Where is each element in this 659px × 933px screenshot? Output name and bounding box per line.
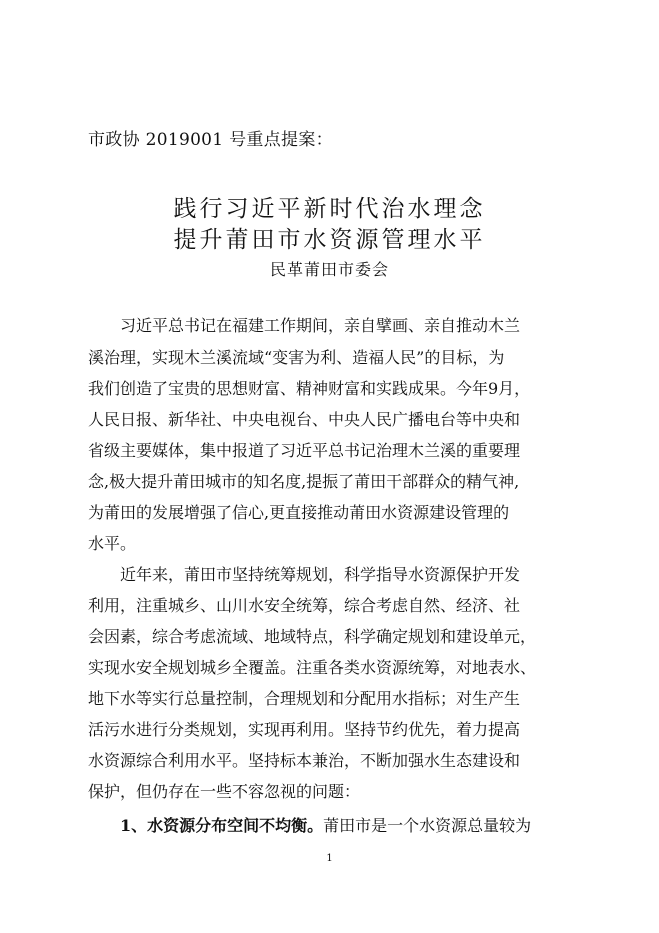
author: 民革莆田市委会 [269, 260, 389, 279]
body-line: 习近平总书记在福建工作期间，亲自擘画、亲自推动木兰 [120, 316, 521, 335]
section-heading: 1、水资源分布空间不均衡。 [120, 816, 324, 835]
body-line: 念,极大提升莆田城市的知名度,提振了莆田干部群众的精气神, [88, 472, 520, 491]
body-line: 溪治理，实现木兰溪流域“变害为利、造福人民”的目标，为 [88, 348, 505, 367]
title-line-2: 提升莆田市水资源管理水平 [173, 227, 486, 253]
section-text: 莆田市是一个水资源总量较为 [323, 816, 532, 835]
body-line: 保护，但仍存在一些不容忽视的问题： [88, 782, 361, 801]
body-line: 为莆田的发展增强了信心,更直接推动莆田水资源建设管理的 [88, 503, 510, 522]
body-line: 利用，注重城乡、山川水安全统筹，综合考虑自然、经济、社 [88, 596, 521, 615]
proposal-number: 市政协 2019001 号重点提案： [88, 130, 333, 150]
body-line: 省级主要媒体，集中报道了习近平总书记治理木兰溪的重要理 [88, 441, 521, 460]
title-line-1: 践行习近平新时代治水理念 [173, 196, 486, 222]
body-line: 水平。 [88, 534, 137, 553]
body-line: 近年来，莆田市坚持统筹规划，科学指导水资源保护开发 [120, 565, 521, 584]
body-line: 地下水等实行总量控制，合理规划和分配用水指标；对生产生 [88, 689, 521, 708]
body-line: 水资源综合利用水平。坚持标本兼治，不断加强水生态建设和 [88, 751, 521, 770]
body-line: 人民日报、新华社、中央电视台、中央人民广播电台等中央和 [88, 410, 521, 429]
body-line: 会因素，综合考虑流域、地域特点，科学确定规划和建设单元， [88, 627, 537, 646]
body-line: 活污水进行分类规划，实现再利用。坚持节约优先，着力提高 [88, 720, 521, 739]
page-number: 1 [326, 853, 333, 864]
body-line: 我们创造了宝贵的思想财富、精神财富和实践成果。今年9月， [88, 379, 531, 398]
body-line: 实现水安全规划城乡全覆盖。注重各类水资源统筹，对地表水、 [88, 658, 537, 677]
body-line-heading [120, 816, 531, 836]
